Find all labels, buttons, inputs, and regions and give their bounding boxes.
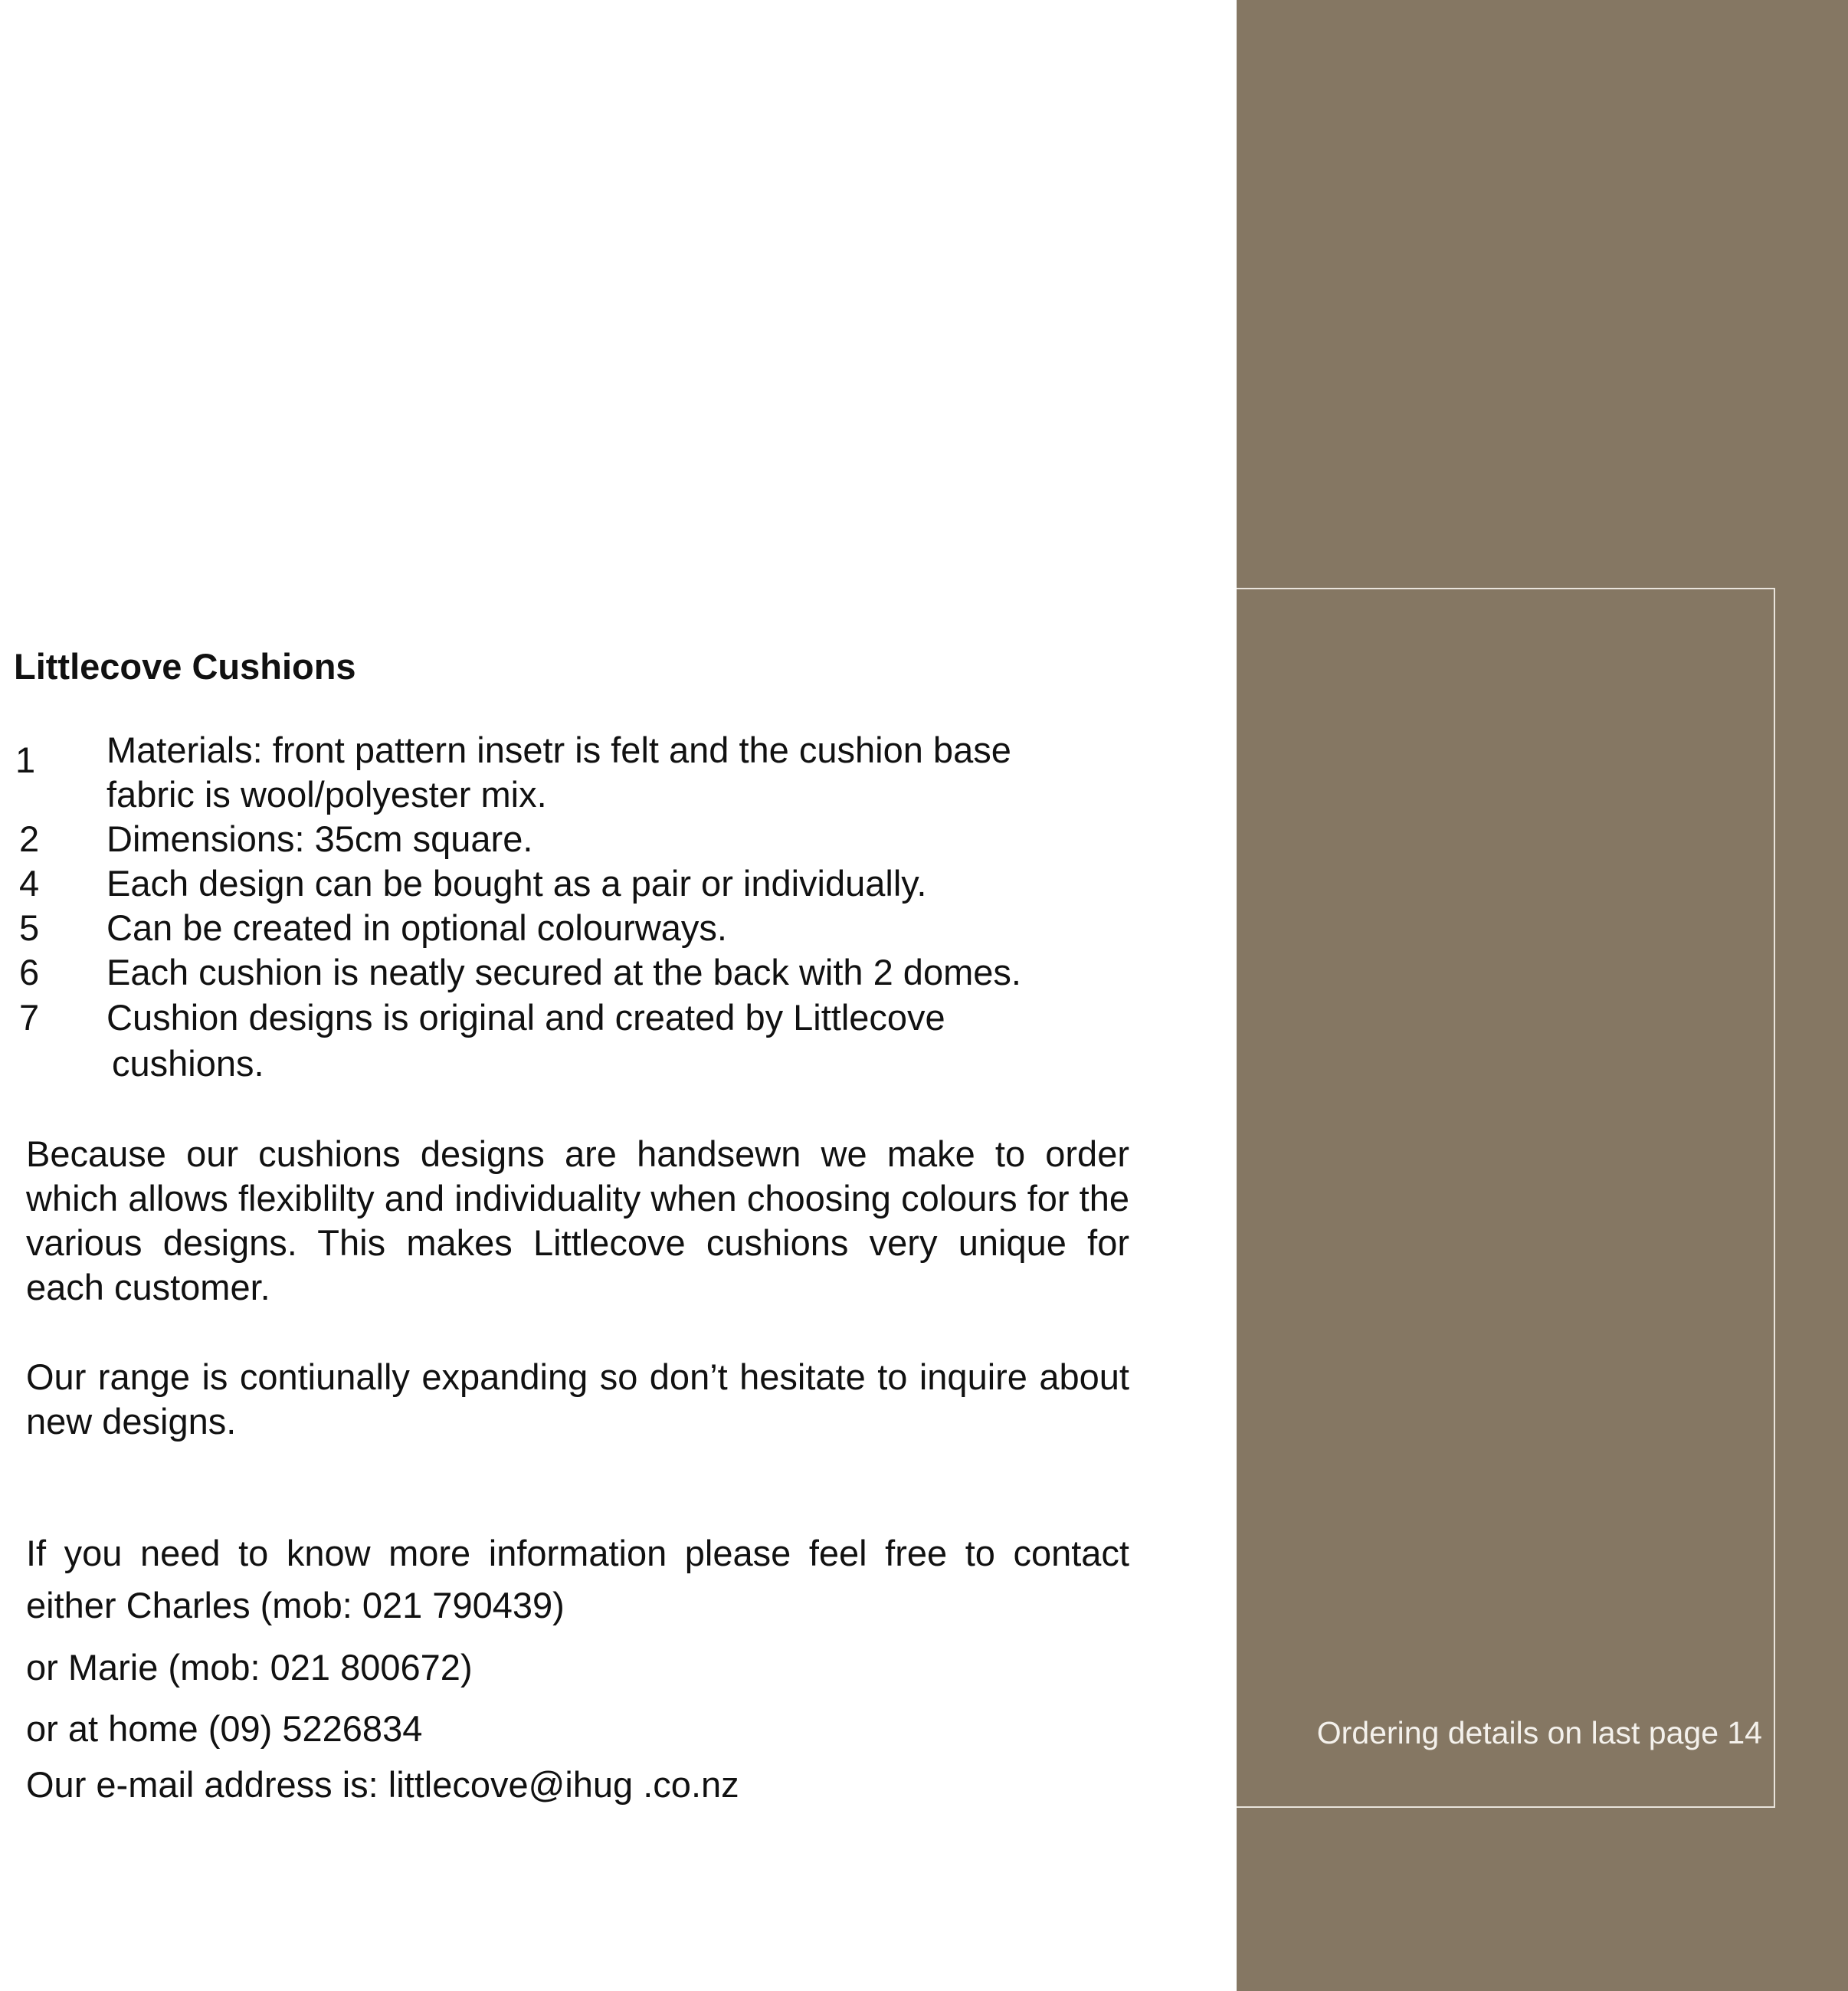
item-text-line: Cushion designs is original and created by Littlecove <box>106 997 945 1038</box>
item-text-line: Each cushion is neatly secured at the back with 2 domes. <box>106 952 1021 992</box>
item-text-line: cushions. <box>112 1043 264 1084</box>
item-text-line: Materials: front pattern insetr is felt and the cushion base <box>106 730 1011 770</box>
contact-marie: or Marie (mob: 021 800672) <box>26 1647 473 1688</box>
ordering-note: Ordering details on last page 14 <box>1316 1715 1762 1750</box>
paragraph-range: Our range is contiunally expanding so don’t hesitate to inquire about new designs. <box>26 1356 1129 1442</box>
item-number: 7 <box>19 997 40 1038</box>
item-text-line: Dimensions: 35cm square. <box>106 818 533 859</box>
item-text-line: Each design can be bought as a pair or individually. <box>106 863 927 904</box>
item-text-line: Can be created in optional colourways. <box>106 907 727 948</box>
paragraph-custom-order: Because our cushions designs are handsewn we make to order which allows flexiblilty and individuality when choosing colours for the various designs. This makes Littlecove cushions very unique for each customer. <box>26 1133 1129 1307</box>
item-number: 2 <box>19 818 40 859</box>
contact-email: Our e-mail address is: littlecove@ihug .co.nz <box>26 1764 739 1805</box>
page-title: Littlecove Cushions <box>14 646 356 687</box>
contact-charles: either Charles (mob: 021 790439) <box>26 1585 565 1625</box>
item-number: 4 <box>19 863 40 904</box>
contact-home: or at home (09) 5226834 <box>26 1708 423 1749</box>
side-frame <box>1237 588 1775 1808</box>
item-number: 6 <box>19 952 40 992</box>
item-number: 1 <box>15 740 36 780</box>
item-text-line: fabric is wool/polyester mix. <box>106 774 547 815</box>
item-number: 5 <box>19 907 40 948</box>
contact-intro: If you need to know more information please feel free to contact <box>26 1533 1129 1573</box>
